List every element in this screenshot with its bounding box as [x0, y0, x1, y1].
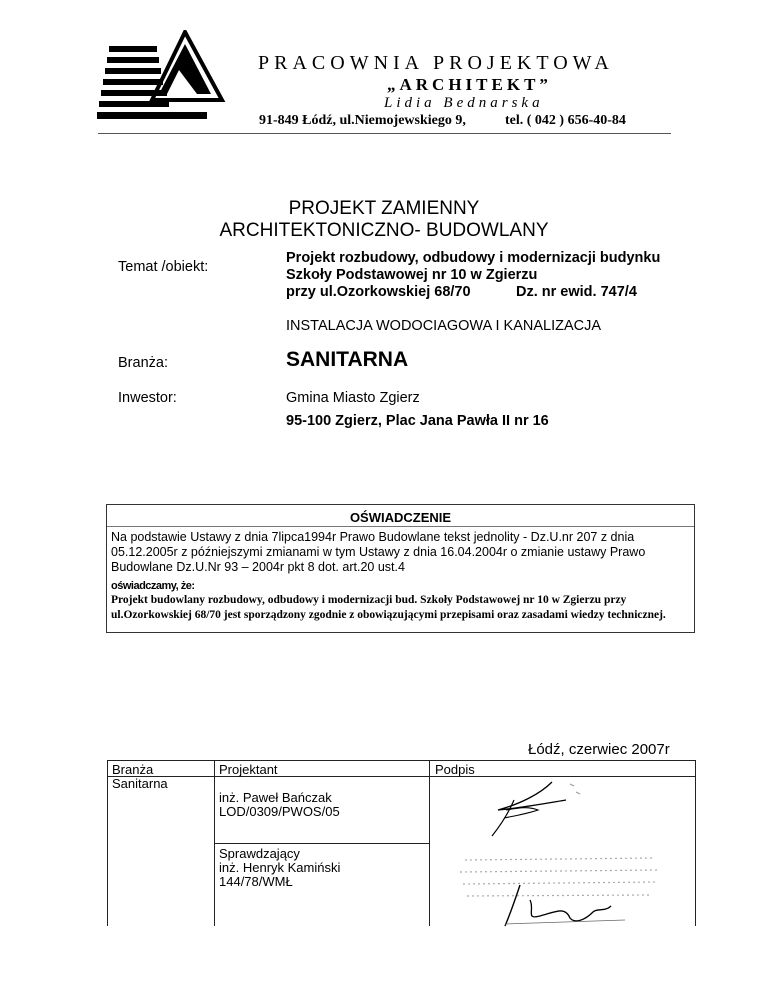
declaration-box: [106, 504, 695, 633]
place-date: Łódź, czerwiec 2007r: [528, 741, 670, 758]
document-title: PROJEKT ZAMIENNY: [288, 198, 480, 219]
table-projektant-name: inż. Paweł Bańczak: [219, 790, 332, 805]
temat-label: Temat /obiekt:: [118, 259, 209, 275]
temat-ewid: Dz. nr ewid. 747/4: [516, 284, 637, 300]
declaration-title: OŚWIADCZENIE: [349, 510, 452, 525]
declaration-text: Na podstawie Ustawy z dnia 7lipca1994r Prawo Budowlane tekst jednolity - Dz.U.nr 207 z dnia 05.12.2005r z późniejszymi zmianami w tym Ustawy z dnia 16.04.2004r o zmianie ustawy Prawo Budowlane Dz.U.Nr 93 – 2004r pkt 8 dot. art.20 ust.4: [111, 530, 646, 574]
letterhead-address: 91-849 Łódź, ul.Niemojewskiego 9,: [259, 113, 466, 128]
table-sprawdzajacy-head: Sprawdzający: [219, 846, 300, 861]
letterhead-company: PRACOWNIA PROJEKTOWA: [258, 52, 614, 74]
signature-icon: [470, 780, 620, 845]
temat-line-3: przy ul.Ozorkowskiej 68/70: [286, 284, 471, 300]
table-branza-head: Branża: [112, 762, 154, 777]
table-sprawdzajacy-id: 144/78/WMŁ: [219, 874, 293, 889]
table-divider: [429, 761, 430, 926]
temat-line-1: Projekt rozbudowy, odbudowy i modernizacji budynku: [286, 250, 661, 266]
declaration-statement: Projekt budowlany rozbudowy, odbudowy i modernizacji bud. Szkoły Podstawowej nr 10 w Zgierzu przy ul.Ozorkowskiej 68/70 jest sporządzony zgodnie z obowiązującymi przepisami oraz zasadami wiedzy technicznej.: [111, 594, 666, 621]
branza-value: SANITARNA: [286, 348, 409, 371]
declaration-divider: [107, 526, 694, 527]
branza-label: Branża:: [118, 355, 168, 371]
inwestor-line-1: Gmina Miasto Zgierz: [286, 390, 420, 406]
company-logo-icon: [97, 30, 227, 125]
table-sprawdzajacy-name: inż. Henryk Kamiński: [219, 860, 341, 875]
temat-line-2: Szkoły Podstawowej nr 10 w Zgierzu: [286, 267, 538, 283]
inwestor-line-2: 95-100 Zgierz, Plac Jana Pawła II nr 16: [286, 413, 549, 429]
table-podpis-head: Podpis: [435, 762, 475, 777]
inwestor-label: Inwestor:: [118, 390, 177, 406]
document-subtitle: ARCHITEKTONICZNO- BUDOWLANY: [219, 220, 549, 241]
letterhead-phone: tel. ( 042 ) 656-40-84: [505, 113, 626, 128]
table-divider: [108, 776, 695, 777]
declaration-label: oświadczamy, że:: [111, 580, 195, 592]
letterhead-firm: „ARCHITEKT”: [387, 75, 552, 94]
table-projektant-id: LOD/0309/PWOS/05: [219, 804, 340, 819]
stamp-icon: [445, 850, 685, 930]
table-projektant-head: Projektant: [219, 762, 278, 777]
table-branza-value: Sanitarna: [112, 776, 168, 791]
letterhead-divider: [98, 133, 671, 134]
table-divider: [214, 843, 429, 844]
letterhead-owner: Lidia Bednarska: [384, 95, 544, 111]
instalacja-text: INSTALACJA WODOCIAGOWA I KANALIZACJA: [286, 318, 602, 334]
